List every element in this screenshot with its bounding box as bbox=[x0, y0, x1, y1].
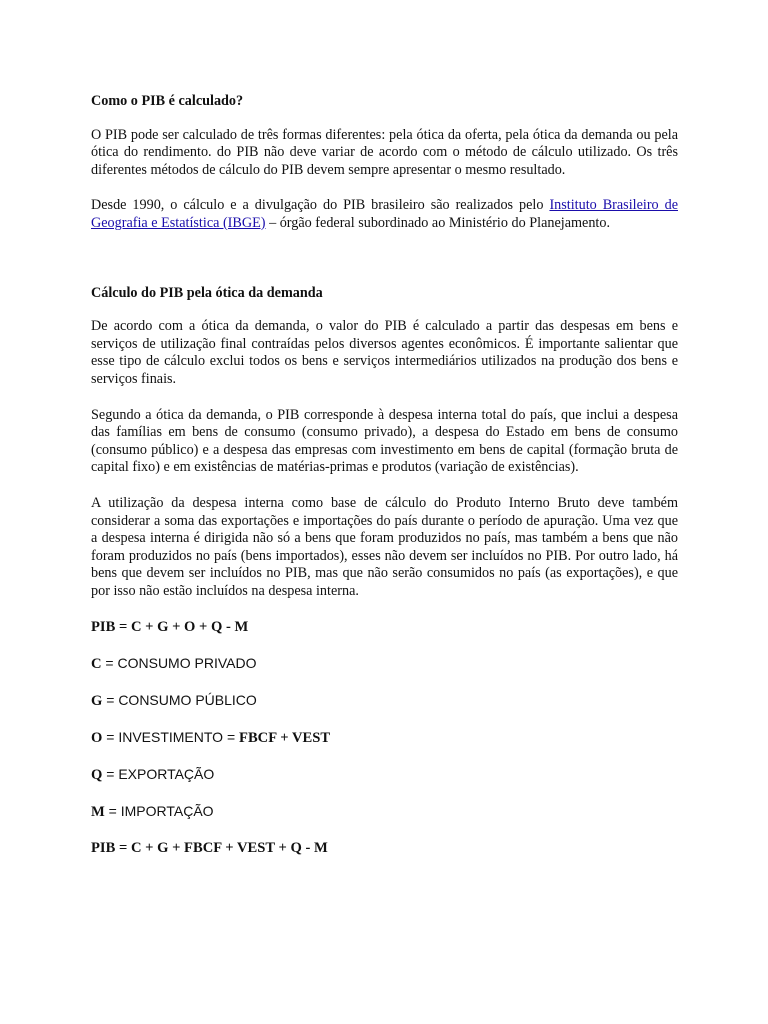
paragraph-demand-definition: De acordo com a ótica da demanda, o valor do PIB é calculado a partir das despesas em bens e serviços de utilização final contraídas pelos diversos agentes econômicos. É importante salientar que esse tipo de cálculo exclui todos os bens e serviços intermediários utilizados na produção dos bens e serviços finais. bbox=[91, 318, 678, 387]
formula-g-definition: = CONSUMO PÚBLICO bbox=[102, 692, 257, 709]
formula-q-symbol: Q bbox=[91, 767, 103, 784]
formula-final-text: PIB = C + G + FBCF + VEST + Q - M bbox=[91, 840, 328, 857]
formula-o-components: FBCF + VEST bbox=[239, 730, 331, 747]
formula-q bbox=[91, 765, 678, 784]
formula-c-definition: = CONSUMO PRIVADO bbox=[101, 655, 257, 672]
paragraph-domestic-expense: Segundo a ótica da demanda, o PIB corresponde à despesa interna total do país, que inclui a despesa das famílias em bens de consumo (consumo privado), a despesa do Estado em bens de consumo (consumo público) e a despesa das empresas com investimento em bens de capital (formação bruta de capital fixo) e em existências de matérias-primas e produtos (variação de existências). bbox=[91, 406, 678, 476]
formula-o-symbol: O bbox=[91, 730, 103, 747]
formula-g bbox=[91, 691, 678, 710]
document-body bbox=[91, 93, 678, 857]
paragraph-three-methods: O PIB pode ser calculado de três formas diferentes: pela ótica da oferta, pela ótica da demanda ou pela ótica do rendimento. do PIB não deve variar de acordo com o método de cálculo utilizado. Os três diferentes métodos de cálculo do PIB devem sempre apresentar o mesmo resultado. bbox=[91, 126, 678, 178]
formula-m-definition: = IMPORTAÇÃO bbox=[104, 803, 214, 820]
section-heading-calculation: Como o PIB é calculado? bbox=[91, 93, 244, 109]
paragraph-ibge bbox=[91, 197, 678, 232]
formula-main bbox=[91, 618, 678, 636]
formula-g-symbol: G bbox=[91, 693, 103, 710]
formula-c-symbol: C bbox=[91, 656, 102, 673]
formula-m-symbol: M bbox=[91, 804, 105, 821]
paragraph-ibge-text-after: – órgão federal subordinado ao Ministério do Planejamento. bbox=[265, 214, 611, 231]
formula-o bbox=[91, 728, 678, 747]
paragraph-ibge-text-before: Desde 1990, o cálculo e a divulgação do PIB brasileiro são realizados pelo bbox=[91, 197, 550, 214]
formula-final bbox=[91, 839, 678, 857]
formula-c bbox=[91, 654, 678, 673]
formula-main-text: PIB = C + G + O + Q - M bbox=[91, 619, 249, 636]
formula-m bbox=[91, 802, 678, 821]
paragraph-exports-imports: A utilização da despesa interna como base de cálculo do Produto Interno Bruto deve também considerar a soma das exportações e importações do país durante o período de apuração. Uma vez que a despesa interna é dirigida não só a bens que foram produzidos no país, mas também a bens que não foram produzidos no país (bens importados), esses não devem ser incluídos no PIB. Por outro lado, há bens que devem ser incluídos no PIB, mas que não serão consumidos no país (as exportações), e que por isso não estão incluídos na despesa interna. bbox=[91, 494, 678, 599]
formula-o-definition: = INVESTIMENTO = bbox=[102, 729, 240, 746]
formula-q-definition: = EXPORTAÇÃO bbox=[102, 766, 215, 783]
ibge-link[interactable]: Instituto Brasileiro de Geografia e Estatística (IBGE) bbox=[91, 197, 678, 231]
section-heading-demand: Cálculo do PIB pela ótica da demanda bbox=[91, 284, 323, 301]
